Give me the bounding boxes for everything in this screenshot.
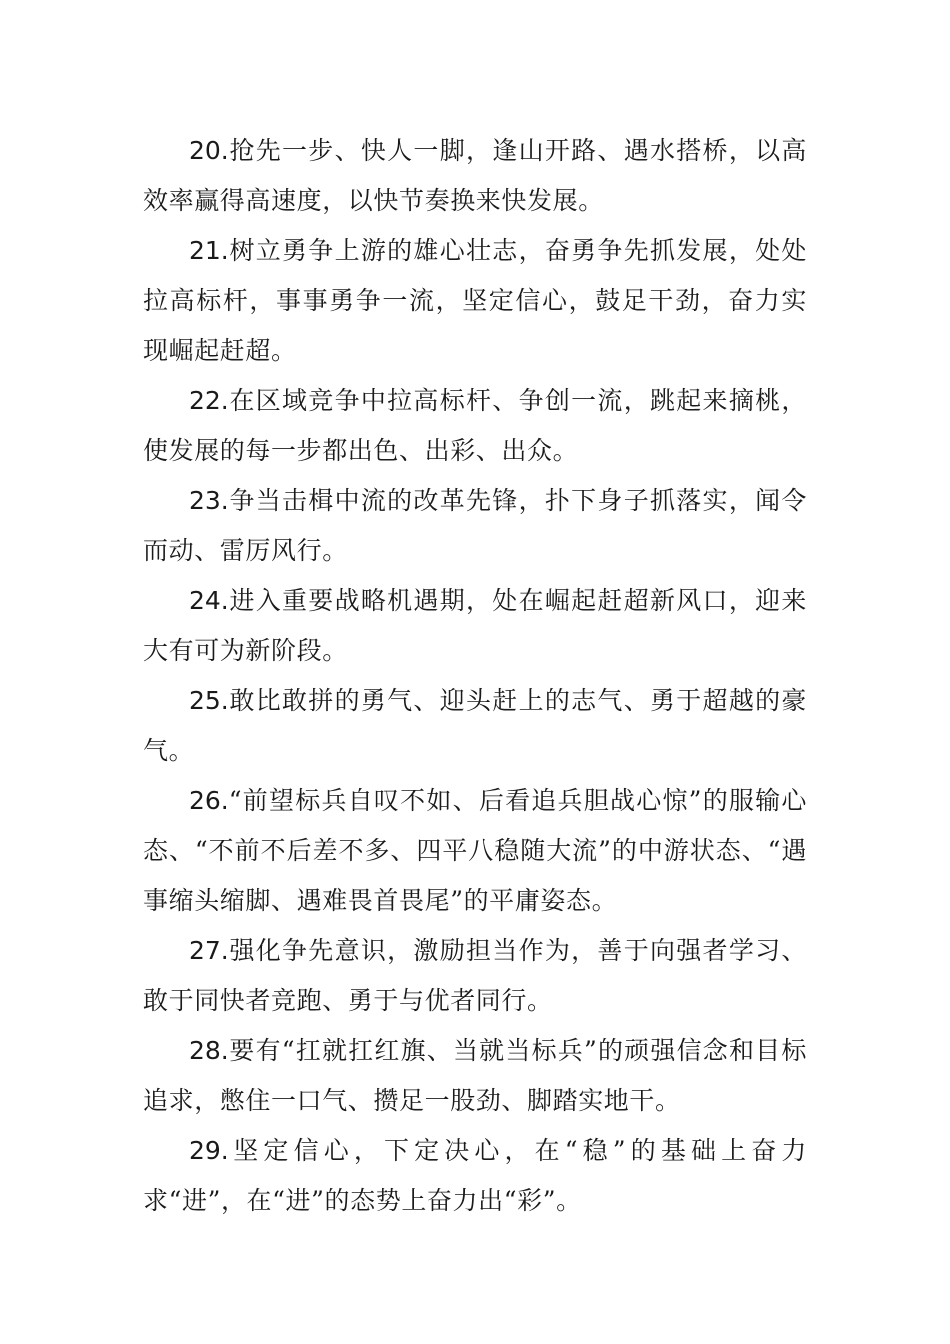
document-body: [143, 126, 807, 1226]
paragraph-23: [143, 476, 807, 576]
paragraph-text: 争当击楫中流的改革先锋，扑下身子抓落实，闻令而动、雷厉风行。: [143, 486, 807, 565]
paragraph-text: 抢先一步、快人一脚，逢山开路、遇水搭桥，以高效率赢得高速度，以快节奏换来快发展。: [143, 136, 807, 215]
paragraph-number: 22.: [189, 386, 229, 415]
paragraph-number: 27.: [189, 936, 229, 965]
paragraph-text: 要有“扛就扛红旗、当就当标兵”的顽强信念和目标追求，憋住一口气、攒足一股劲、脚踏实地干。: [143, 1036, 807, 1115]
paragraph-number: 21.: [189, 236, 229, 265]
paragraph-text: “前望标兵自叹不如、后看追兵胆战心惊”的服输心态、“不前不后差不多、四平八稳随大流”的中游状态、“遇事缩头缩脚、遇难畏首畏尾”的平庸姿态。: [143, 786, 807, 915]
paragraph-21: [143, 226, 807, 376]
paragraph-28: [143, 1026, 807, 1126]
paragraph-20: [143, 126, 807, 226]
paragraph-text: 在区域竞争中拉高标杆、争创一流，跳起来摘桃，使发展的每一步都出色、出彩、出众。: [143, 386, 807, 465]
paragraph-text: 坚定信心，下定决心，在“稳”的基础上奋力求“进”，在“进”的态势上奋力出“彩”。: [143, 1136, 807, 1215]
paragraph-29: [143, 1126, 807, 1226]
paragraph-text: 强化争先意识，激励担当作为，善于向强者学习、敢于同快者竞跑、勇于与优者同行。: [143, 936, 807, 1015]
paragraph-24: [143, 576, 807, 676]
paragraph-number: 25.: [189, 686, 229, 715]
paragraph-number: 20.: [189, 136, 229, 165]
paragraph-number: 28.: [189, 1036, 229, 1065]
paragraph-number: 29.: [189, 1136, 229, 1165]
paragraph-25: [143, 676, 807, 776]
paragraph-number: 23.: [189, 486, 229, 515]
paragraph-number: 24.: [189, 586, 229, 615]
paragraph-text: 树立勇争上游的雄心壮志，奋勇争先抓发展，处处拉高标杆，事事勇争一流，坚定信心，鼓足干劲，奋力实现崛起赶超。: [143, 236, 807, 365]
paragraph-27: [143, 926, 807, 1026]
paragraph-26: [143, 776, 807, 926]
paragraph-text: 进入重要战略机遇期，处在崛起赶超新风口，迎来大有可为新阶段。: [143, 586, 807, 665]
paragraph-text: 敢比敢拼的勇气、迎头赶上的志气、勇于超越的豪气。: [143, 686, 807, 765]
paragraph-number: 26.: [189, 786, 229, 815]
paragraph-22: [143, 376, 807, 476]
